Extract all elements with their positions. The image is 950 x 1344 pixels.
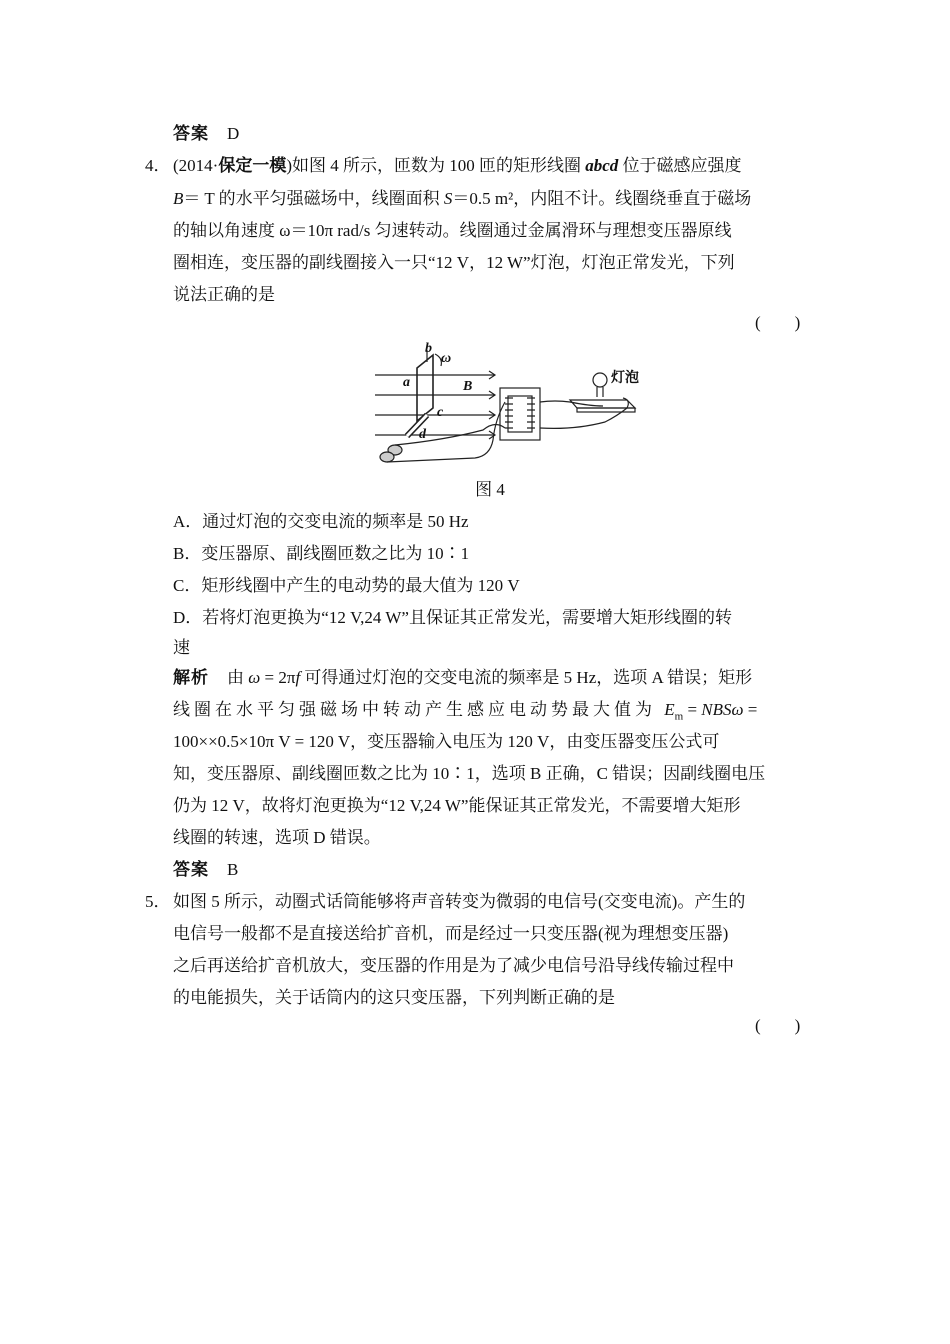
analysis-line-4: 知，变压器原、副线圈匝数之比为 10∶1，选项 B 正确，C 错误；因副线圈电压: [173, 764, 766, 783]
figure-4-caption: 图 4: [475, 480, 505, 499]
q4-line-2: [173, 183, 805, 215]
question-4-number: 4．: [145, 156, 171, 175]
answer-label: 答案: [173, 124, 209, 143]
option-c: C．矩形线圈中产生的电动势的最大值为 120 V: [173, 576, 520, 595]
q4-line-1: [173, 150, 805, 182]
analysis-text: 线圈在水平匀强磁场中转动产生感应电动势最大值为: [173, 700, 665, 719]
q4-line1-end: 位于磁感应强度: [618, 156, 742, 175]
symbol-E: E: [664, 700, 675, 719]
q4-line-4: 圈相连，变压器的副线圈接入一只“12 V，12 W”灯泡，灯泡正常发光，下列: [173, 253, 735, 272]
option-d-continued: 速: [173, 638, 190, 657]
label-d: d: [419, 427, 426, 442]
analysis-label: 解析: [173, 668, 209, 687]
q4-coil-name: abcd: [585, 156, 619, 175]
q4-symbol-B: B: [173, 189, 184, 208]
option-d: D．若将灯泡更换为“12 V,24 W”且保证其正常发光，需要增大矩形线圈的转: [173, 608, 732, 627]
answer-label: 答案: [173, 860, 209, 879]
option-b: B．变压器原、副线圈匝数之比为 10∶1: [173, 544, 470, 563]
previous-answer: [173, 118, 805, 150]
answer-value: D: [227, 124, 240, 143]
analysis-text: = 2π: [260, 668, 296, 687]
formula-NBS-omega: NBSω: [701, 700, 744, 719]
q5-line-1: 如图 5 所示，动圈式话筒能够将声音转变为微弱的电信号(交变电流)。产生的: [173, 892, 746, 911]
analysis-line-2: [173, 694, 805, 726]
answer-value: B: [227, 860, 239, 879]
analysis-text: =: [683, 700, 702, 719]
q4-line2-text: ＝ T 的水平匀强磁场中，线圈面积: [183, 189, 444, 208]
q4-answer: [173, 854, 805, 886]
option-a: A．通过灯泡的交变电流的频率是 50 Hz: [173, 512, 469, 531]
q4-symbol-S: S: [443, 189, 453, 208]
analysis-text: 由: [227, 668, 249, 687]
q5-line-3: 之后再送给扩音机放大，变压器的作用是为了减少电信号沿导线传输过程中: [173, 956, 734, 975]
symbol-omega: ω: [248, 668, 261, 687]
q5-line-4: 的电能损失，关于话筒内的这只变压器，下列判断正确的是: [173, 988, 615, 1007]
label-omega: ω: [441, 351, 452, 366]
figure-4-diagram: [355, 340, 645, 470]
analysis-line-5: 仍为 12 V，故将灯泡更换为“12 V,24 W”能保证其正常发光，不需要增大矩形: [173, 796, 741, 815]
q4-line-5: 说法正确的是: [173, 285, 275, 304]
label-B: B: [463, 379, 473, 394]
analysis-line-6: 线圈的转速，选项 D 错误。: [173, 828, 381, 847]
question-5-number: 5．: [145, 892, 171, 911]
label-a: a: [403, 375, 410, 390]
q4-line2-end: ＝0.5 m²，内阻不计。线圈绕垂直于磁场: [452, 189, 752, 208]
analysis-text: 可得通过灯泡的交变电流的频率是 5 Hz，选项 A 错误；矩形: [300, 668, 753, 687]
label-lamp: 灯泡: [611, 370, 639, 386]
symbol-f: f: [295, 668, 301, 687]
analysis-line-3: 100××0.5×10π V = 120 V，变压器输入电压为 120 V，由变压器变压公式可: [173, 732, 720, 751]
analysis-line-1: [173, 662, 805, 694]
label-b: b: [425, 341, 432, 356]
q4-source-bold: 保定一模: [218, 156, 287, 175]
q4-line-3: 的轴以角速度 ω＝10π rad/s 匀速转动。线圈通过金属滑环与理想变压器原线: [173, 221, 732, 240]
q4-line1-text: )如图 4 所示，匝数为 100 匝的矩形线圈: [286, 156, 586, 175]
label-c: c: [437, 405, 444, 420]
subscript-m: m: [674, 710, 684, 723]
q5-line-2: 电信号一般都不是直接送给扩音机，而是经过一只变压器(视为理想变压器): [173, 924, 729, 943]
q5-answer-blank: ( ): [755, 1016, 801, 1035]
q4-answer-blank: ( ): [755, 313, 801, 332]
q4-source-open: (2014·: [173, 156, 219, 175]
analysis-text: =: [743, 700, 758, 719]
